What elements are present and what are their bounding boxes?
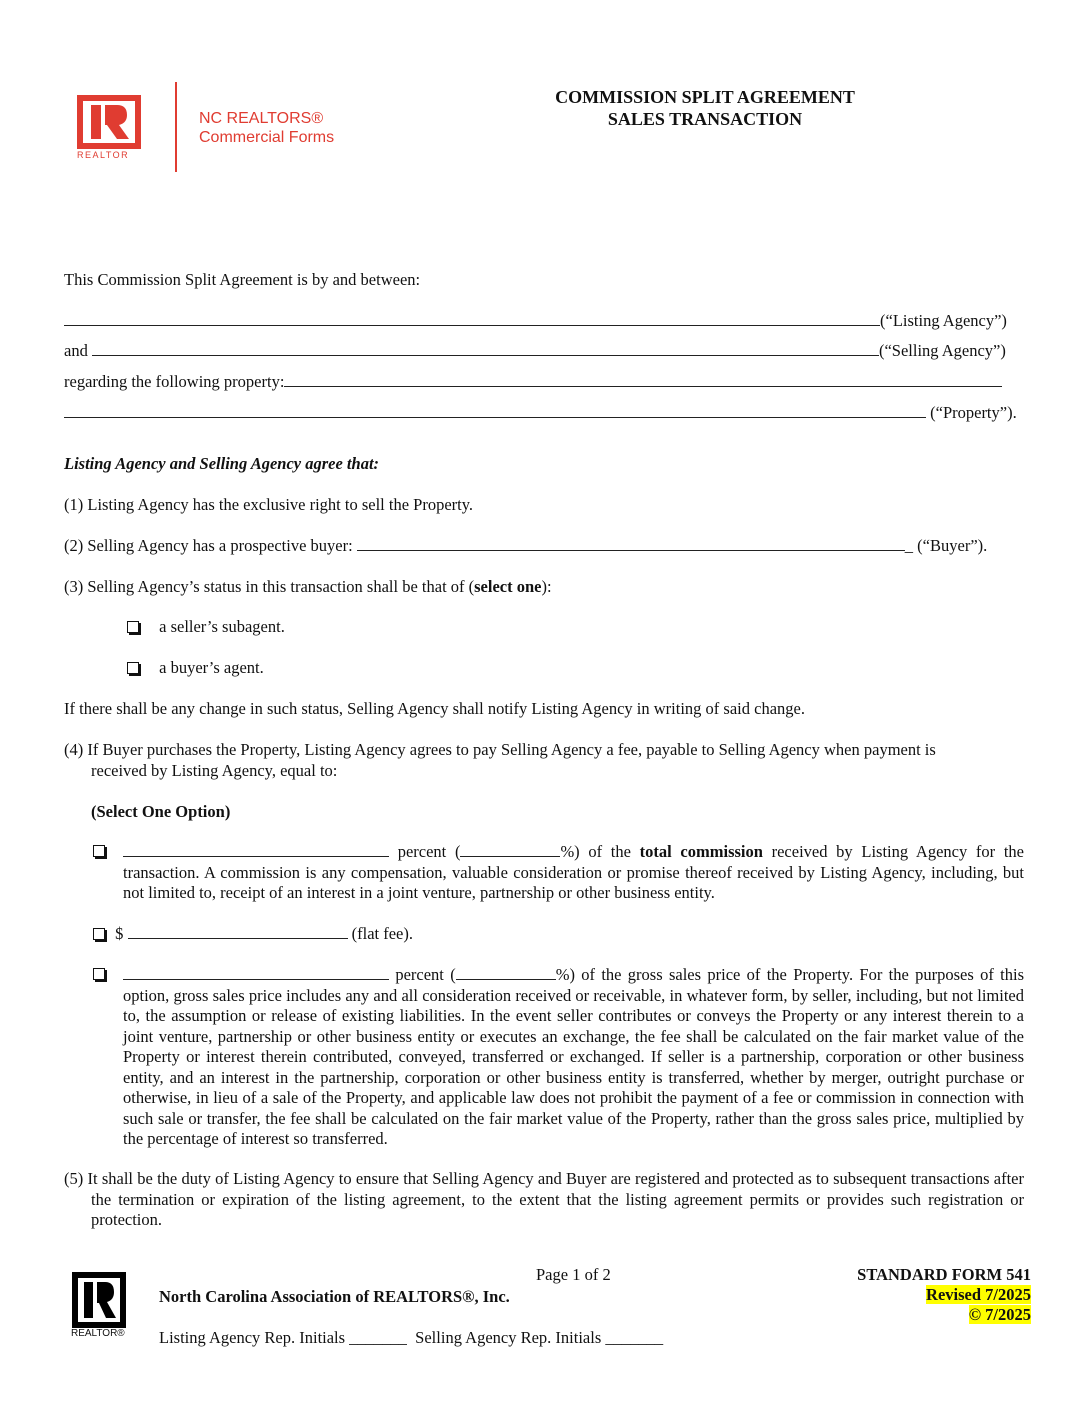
initials-line: Listing Agency Rep. Initials _______ Selling Agency Rep. Initials _______ [159,1328,664,1347]
option-a-part1: percent ( [397,842,461,861]
property-lead: regarding the following property: [64,372,285,391]
selling-agency-label: (“Selling Agency”) [878,341,1006,360]
revised-highlight: Revised 7/2025 [926,1285,1031,1304]
flat-fee-field[interactable] [128,924,348,939]
property-row-2 [64,403,1017,423]
status-change-note: If there shall be any change in such status, Selling Agency shall notify Listing Agency in writing of said change. [64,699,805,718]
intro-lead: This Commission Split Agreement is by and between: [64,270,421,289]
buyer-agent-label: a buyer’s agent. [159,658,264,677]
page-number: Page 1 of 2 [536,1265,611,1284]
association-name: North Carolina Association of REALTORS®, Inc. [159,1287,510,1306]
option-subagent [127,617,285,637]
buyer-label: _ (“Buyer”). [904,536,988,555]
form-number: STANDARD FORM 541 [857,1265,1031,1284]
item-3-lead: (3) Selling Agency’s status in this transaction shall be that of ( [64,577,475,596]
item-3 [64,577,552,597]
option-b-row [93,924,413,944]
item-4-line2: received by Listing Agency, equal to: [91,761,338,780]
buyer-agent-checkbox[interactable] [127,662,139,674]
copyright-highlight: © 7/2025 [968,1305,1031,1324]
listing-agency-field[interactable] [64,311,880,326]
dollar-sign: $ [115,924,124,943]
option-c-percent-field[interactable] [456,965,556,980]
item-2-lead: (2) Selling Agency has a prospective buyer: [64,536,353,555]
option-a-text [123,842,1024,904]
item-4-line1: (4) If Buyer purchases the Property, Listing Agency agrees to pay Selling Agency a fee, payable to Selling Agency when payment is [64,740,936,759]
listing-agency-label: (“Listing Agency”) [880,311,1007,330]
brand-subtitle: Commercial Forms [199,129,335,146]
flat-fee-label: (flat fee). [351,924,413,943]
subagent-checkbox[interactable] [127,621,139,633]
option-c-checkbox[interactable] [93,968,105,980]
doc-title: COMMISSION SPLIT AGREEMENT [555,87,855,107]
option-a-percent-words-field[interactable] [123,842,389,857]
option-a-percent-field[interactable] [460,842,560,857]
property-field-1[interactable] [284,372,1002,387]
option-a-part2: %) of the [560,842,640,861]
option-b-checkbox[interactable] [93,928,105,940]
option-buyer-agent [127,658,264,678]
doc-subtitle: SALES TRANSACTION [607,109,803,129]
realtor-r-icon [77,95,141,149]
item-1: (1) Listing Agency has the exclusive right to sell the Property. [64,495,474,514]
option-c-percent-words-field[interactable] [123,965,389,980]
footer-logo-label: REALTOR® [71,1328,125,1339]
agree-heading: Listing Agency and Selling Agency agree that: [64,454,380,473]
select-one-option: (Select One Option) [91,802,231,821]
and-label: and [64,341,88,360]
listing-agency-row [64,311,1024,331]
footer-r-icon [72,1272,126,1328]
select-one-bold: select one [474,577,542,596]
property-field-2[interactable] [64,403,926,418]
copyright-date [969,1305,1031,1325]
total-commission-bold: total commission [639,842,763,861]
subagent-label: a seller’s subagent. [159,617,285,636]
selling-agency-row [64,341,1006,361]
item-2 [64,536,987,556]
revised-date [926,1285,1031,1305]
item-5: (5) It shall be the duty of Listing Agency to ensure that Selling Agency and Buyer are registered and protected as to subsequent transactions after the termination or expiration of the listing agreement, to the extent that the listing agreement permits or provides such registration or protection. [64,1169,1024,1229]
brand-name: NC REALTORS® [199,110,324,127]
item-3-tail: ): [541,577,552,596]
footer-realtor-logo [72,1272,126,1328]
property-label: (“Property”). [926,403,1017,422]
selling-agency-field[interactable] [92,341,879,356]
property-row [64,372,1002,392]
option-a-checkbox[interactable] [93,845,105,857]
option-c-text [123,965,1024,1150]
option-c-part2: %) of the gross sales price of the Property. For the purposes of this option, gross sales price includes any and all consideration received or receivable, in whatever form, by seller, including, but not limited to, the assumption or release of existing liabilities. In the event seller contributes or conveys the Property or any interest therein to a joint venture, partnership or other business entity or executes an exchange, the fee shall be calculated on the fair market value of the Property or interest therein contributed, conveyed, transferred or exchanged. If seller is a partnership, corporation or other business entity, and an interest in the partnership, corporation or other business entity is transferred, whether by merger, outright purchase or otherwise, in lieu of a sale of the Property, and applicable law does not prohibit the payment of a fee or commission in connection with such sale or transfer, the fee shall be calculated on the fair market value of the Property, rather than the gross sales price, multiplied by the percentage of interest so transferred. [123,965,1025,1148]
buyer-field[interactable] [357,536,905,551]
option-a-part3: received by Listing Agency for the transaction. A commission is any compensation, valuable consideration or promise thereof received by Listing Agency, including, but not limited to, receipt of an interest in a joint venture, partnership or other business entity. [123,842,1024,902]
logo-realtor-text: REALTOR [77,150,130,160]
logo-divider [175,82,177,172]
realtor-logo [77,95,141,149]
option-c-part1: percent ( [395,965,456,984]
